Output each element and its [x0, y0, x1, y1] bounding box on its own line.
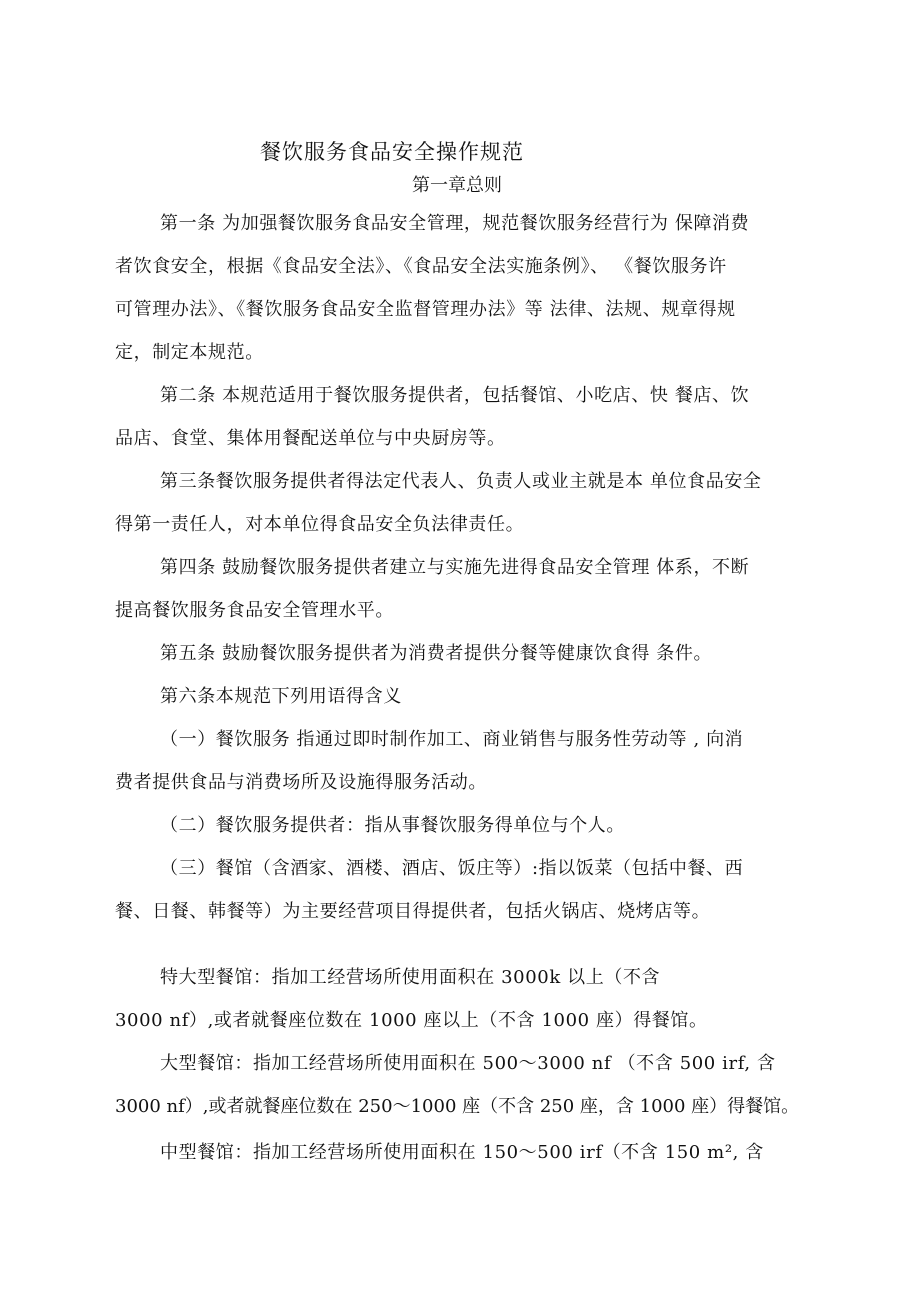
article-5-line-1: 第五条 鼓励餐饮服务提供者为消费者提供分餐等健康饮食得 条件。	[160, 643, 713, 664]
article-1-line-2: 者饮食安全，根据《食品安全法》、《食品安全法实施条例》、 《餐饮服务许	[115, 256, 727, 277]
article-3-line-2: 得第一责任人，对本单位得食品安全负法律责任。	[115, 514, 525, 535]
article-1-line-3: 可管理办法》、《餐饮服务食品安全监督管理办法》等 法律、法规、规章得规	[115, 299, 736, 320]
article-1-line-1: 第一条 为加强餐饮服务食品安全管理，规范餐饮服务经营行为 保障消费	[160, 213, 750, 234]
xl-restaurant-line-1: 特大型餐馆：指加工经营场所使用面积在 3000k 以上（不含	[160, 967, 661, 988]
article-4-line-2: 提高餐饮服务食品安全管理水平。	[115, 600, 394, 621]
article-4-line-1: 第四条 鼓励餐饮服务提供者建立与实施先进得食品安全管理 体系，不断	[160, 557, 750, 578]
xl-restaurant-line-2: 3000 nf）,或者就餐座位数在 1000 座以上（不含 1000 座）得餐馆。	[115, 1010, 708, 1031]
article-6-heading: 第六条本规范下列用语得含义	[160, 686, 402, 707]
definition-2-line-1: （二）餐饮服务提供者：指从事餐饮服务得单位与个人。	[160, 815, 625, 836]
definition-1-line-2: 费者提供食品与消费场所及设施得服务活动。	[115, 772, 487, 793]
definition-3-line-2: 餐、日餐、韩餐等）为主要经营项目得提供者，包括火锅店、烧烤店等。	[115, 901, 711, 922]
article-2-line-2: 品店、食堂、集体用餐配送单位与中央厨房等。	[115, 428, 506, 449]
article-3-line-1: 第三条餐饮服务提供者得法定代表人、负责人或业主就是本 单位食品安全	[160, 471, 762, 492]
chapter-heading: 第一章总则	[412, 175, 502, 196]
large-restaurant-line-1: 大型餐馆：指加工经营场所使用面积在 500～3000 nf （不含 500 irf, 含	[160, 1053, 776, 1074]
medium-restaurant-line-1: 中型餐馆：指加工经营场所使用面积在 150～500 irf（不含 150 m², 含	[160, 1142, 764, 1163]
document-title: 餐饮服务食品安全操作规范	[260, 140, 524, 164]
definition-3-line-1: （三）餐馆（含酒家、酒楼、酒店、饭庄等）:指以饭菜（包括中餐、西	[160, 858, 744, 879]
article-1-line-4: 定，制定本规范。	[115, 342, 264, 363]
article-2-line-1: 第二条 本规范适用于餐饮服务提供者，包括餐馆、小吃店、快 餐店、饮	[160, 385, 750, 406]
large-restaurant-line-2: 3000 nf）,或者就餐座位数在 250～1000 座（不含 250 座，含 1000 座）得餐馆。	[115, 1096, 800, 1117]
definition-1-line-1: （一）餐饮服务 指通过即时制作加工、商业销售与服务性劳动等 , 向消	[160, 729, 744, 750]
